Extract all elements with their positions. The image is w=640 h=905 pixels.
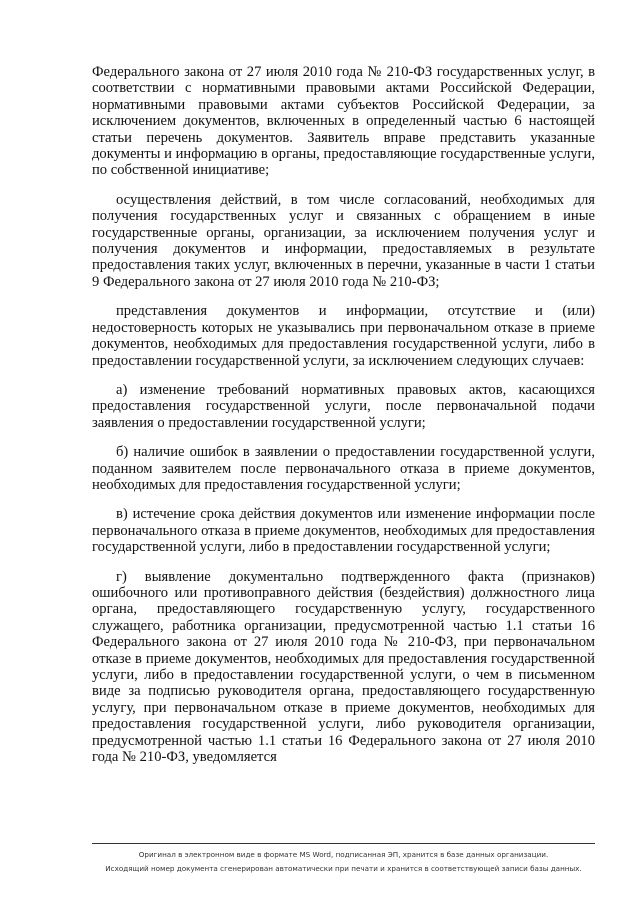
footer-line-number: Исходящий номер документа сгенерирован автоматически при печати и хранится в соответствующей записи базы данных. <box>105 864 582 873</box>
document-body <box>92 64 595 778</box>
list-item-a: а) изменение требований нормативных правовых актов, касающихся предоставления государственной услуги, после первоначальной подачи заявления о предоставлении государственной услуги; <box>92 381 595 431</box>
footer-line-original: Оригинал в электронном виде в формате MS Word, подписанная ЭП, хранится в базе данных организации. <box>138 850 549 859</box>
page-footer <box>92 848 595 876</box>
paragraph-continuation: Федерального закона от 27 июля 2010 года № 210-ФЗ государственных услуг, в соответствии с нормативными правовыми актами Российской Федерации, нормативными правовыми актами субъектов Российской Федерации, за исключением документов, включенных в определенный частью 6 настоящей статьи перечень документов. Заявитель вправе представить указанные документы и информацию в органы, предоставляющие государственные услуги, по собственной инициативе; <box>92 64 595 179</box>
paragraph-actions: осуществления действий, в том числе согласований, необходимых для получения государственных услуг и связанных с обращением в иные государственные органы, организации, за исключением получения услуг и получения документов и информации, предоставляемых в результате предоставления таких услуг, включенных в перечни, указанные в части 1 статьи 9 Федерального закона от 27 июля 2010 года № 210-ФЗ; <box>92 191 595 290</box>
list-item-v: в) истечение срока действия документов или изменение информации после первоначального отказа в приеме документов, необходимых для предоставления государственной услуги, либо в предоставлении государственной услуги; <box>92 506 595 556</box>
list-item-g: г) выявление документально подтвержденного факта (признаков) ошибочного или противоправного действия (бездействия) должностного лица органа, предоставляющего государственную услугу, государственного служащего, работника организации, предусмотренной частью 1.1 статьи 16 Федерального закона от 27 июля 2010 года № 210-ФЗ, при первоначальном отказе в приеме документов, необходимых для предоставления государственной услуги, либо в предоставлении государственной услуги, о чем в письменном виде за подписью руководителя органа, предоставляющего государственную услугу, при первоначальном отказе в приеме документов, необходимых для предоставления государственной услуги, либо руководителя организации, предусмотренной частью 1.1 статьи 16 Федерального закона от 27 июля 2010 года № 210-ФЗ, уведомляется <box>92 568 595 766</box>
list-item-b: б) наличие ошибок в заявлении о предоставлении государственной услуги, поданном заявителем после первоначального отказа в приеме документов, необходимых для предоставления государственной услуги; <box>92 444 595 493</box>
footer-divider <box>92 843 595 844</box>
paragraph-documents: представления документов и информации, отсутствие и (или) недостоверность которых не указывались при первоначальном отказе в приеме документов, необходимых для предоставления государственной услуги, либо в предоставлении государственной услуги, за исключением следующих случаев: <box>92 303 595 369</box>
